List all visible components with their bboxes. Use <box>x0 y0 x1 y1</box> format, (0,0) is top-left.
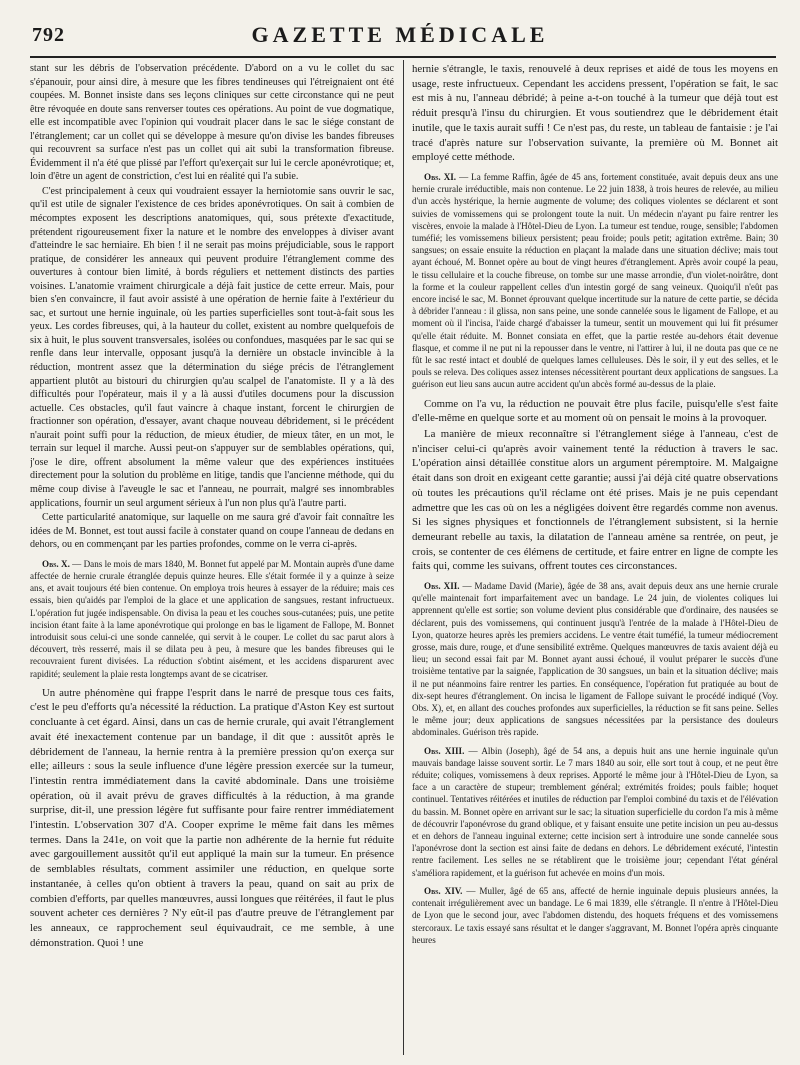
body-paragraph: Cette particularité anatomique, sur laquelle on me saura gré d'avoir fait connaître les idées de M. Bonnet, est tout aussi facile à constater quand on coupe l'anneau de dedans en dehors, ou en commençant par les parties profondes, comme on le verra ci-après. <box>30 512 394 551</box>
observation-text: — Muller, âgé de 65 ans, affecté de hernie inguinale depuis plusieurs années, la contenait irrégulièrement avec un bandage. Le 6 mai 1839, elle s'étrangle. Il n'entre à l'Hôtel-Dieu de Lyon que le second jour, avec l'abdomen distendu, des hoquets fréquens et des vomissemens stercoraux. Le taxis essayé sans résultat et le danger s'aggravant, M. Bonnet l'opéra après cinquante heures <box>412 885 778 945</box>
body-paragraph: Un autre phénomène qui frappe l'esprit dans le narré de presque tous ces faits, c'est le peu d'efforts qu'a nécessité la réduction. La pratique d'Aston Key est surtout concluante à cet égard. Ainsi, dans un cas de hernie crurale, qui avait l'étranglement avait été inexactement contenue par un bandage, il dit que : aussitôt après le débridement de l'anneau, la hernie rentra à la première pression qu'on exerça sur elle; ailleurs : sous la seule influence d'une légère pression exercée sur la tumeur, l'intestin rentra immédiatement dans la cavité abdominale. Dans une troisième opération, où il avait prévu de graves difficultés à la réduction, à ma grande surprise, dit-il, une pression légère fut suffisante pour faire rentrer immédiatement l'intestin. L'observation 307 d'A. Cooper exprime le même fait dans les mêmes termes. Dans la 241e, on voit que la partie non adhérente de la hernie fut réduite avec gargouillement aussitôt qu'il eut appliqué la main sur la tumeur. En présence de semblables résultats, comment assimiler une réduction, en quelque sorte instantanée, à celles qu'on obtient à travers la peau, quand on sait au prix de combien d'efforts, par quelles manœuvres, aussi longues que réitérées, il faut le plus souvent acheter ces dernières ? N'y eût-il pas d'autre preuve de l'étranglement par les anneaux, ce rapprochement seul équivaudrait, ce me semble, à une démonstration. Quoi ! une <box>30 686 394 949</box>
observation-label: Obs. XII. <box>424 581 460 592</box>
body-paragraph: La manière de mieux reconnaître si l'étranglement siége à l'anneau, c'est de n'inciser celui-ci qu'après avoir vainement tenté la réduction à travers le sac. L'opération ainsi détaillée constitue alors un argument péremptoire. M. Malgaigne était dans son droit en exigeant cette garantie; aussi j'ai déjà cité quatre observations où toutes les précautions qu'il réclame ont été prises. Mais je ne puis cependant admettre que les cas où on les a négligées doivent être regardés comme non avenus. Si les signes physiques et fonctionnels de l'étranglement subsistent, si la hernie demeurant rebelle au taxis, la dilatation de l'anneau amène sa rentrée, on peut, je crois, se contenter de ces élémens de certitude, et faire entrer en ligne de compte les faits qui, comme les suivans, offrent toutes ces circonstances. <box>412 427 778 573</box>
header-rule <box>30 56 776 58</box>
observation-paragraph <box>412 745 778 879</box>
observation-paragraph <box>412 171 778 391</box>
body-paragraph: hernie s'étrangle, le taxis, renouvelé à deux reprises et aidé de tous les moyens en usage, reste infructueux. Cependant les accidens pressent, l'opération se fait, le sac est mis à nu, l'anneau débridé; à peine a-t-on touché à la tumeur que déjà tout est réduit presqu'à l'insu du chirurgien. Et vous soutiendrez que le débridement était inutile, que le taxis aurait suffi ! Ce n'est pas, du reste, un tableau de fantaisie : je l'ai tracé d'après nature sur l'observation suivante, la première où M. Bonnet ait employé cette méthode. <box>412 63 778 164</box>
observation-label: Obs. X. <box>42 558 70 569</box>
observation-text: — Albin (Joseph), âgé de 54 ans, a depuis huit ans une hernie inguinale qu'un mauvais bandage laisse souvent sortir. Le 7 mars 1840 au soir, elle sort tout à coup, et ne peut être réduite; coliques, vomissemens à deux reprises. Apporté le même jour à l'Hôtel-Dieu de Lyon, sa face a un caractère de stupeur; tremblement général; extrémités froides; pouls faible; hoquet continuel. Tentatives réitérées et inutiles de réduction par l'emploi combiné du taxis et de l'élévation du bassin. M. Bonnet opère en arrivant sur le sac; la situation superficielle du cordon l'a mis à même de découvrir l'aponévrose du grand oblique, et y faisant ensuite une petite incision un peu au-dessus et en dehors de l'anneau inguinal externe; cette incision sert à introduire une sonde cannelée sous l'aponévrose dont la section est ainsi faite de dedans en dehors. Le débridement exécuté, l'intestin rentre facilement. Les selles ne se rétablirent que le troisième jour; cependant l'état général s'améliora rapidement, et la guérison fut achevée en moins d'un mois. <box>412 745 778 878</box>
observation-label: Obs. XIII. <box>424 745 465 756</box>
body-paragraph: stant sur les débris de l'observation précédente. D'abord on a vu le collet du sac s'épanouir, pour ainsi dire, à mesure que les fibres tendineuses qui l'étreignaient ont été coupées. M. Bonnet insiste dans ses leçons cliniques sur cette circonstance qui ne peut être révoquée en doute sans renverser toutes ces opérations. Au point de vue dogmatique, elle est incompatible avec l'opinion qui voudrait placer dans le sac le siége constant de l'étranglement; car un collet qui se développe à mesure qu'on divise les bandes fibreuses qui recouvrent sa surface n'est pas un collet qui ait subi la transformation fibreuse. Évidemment il n'a été que plissé par l'effort qu'exerçait sur lui le cercle aponévrotique; et, loin d'être un agent de constriction, c'est lui en réalité qui l'a subie. <box>30 63 394 183</box>
journal-title: GAZETTE MÉDICALE <box>251 22 549 47</box>
right-column <box>412 62 778 1057</box>
observation-paragraph <box>30 558 394 680</box>
body-paragraph: C'est principalement à ceux qui voudraient essayer la herniotomie sans ouvrir le sac, qu'il est utile de signaler l'existence de ces brides aponévrotiques. On sait à combien de mécomptes exposent les descriptions anatomiques, qui, sous prétexte d'exactitude, prétendent rigoureusement fixer la nature et le nombre des enveloppes à diviser avant d'atteindre le sac herniaire. Eh bien ! il ne serait pas moins préjudiciable, sous le rapport pratique, de considérer les anneaux qui peuvent produire l'étranglement comme des ouvertures à contour bien limité, à bords réguliers et nettement distincts des parties voisines. L'anatomie vraiment chirurgicale a déjà fait justice de cette erreur. Mais, pour bien s'en convaincre, il faut avoir assisté à une opération de hernie faite à l'extérieur du sac, et surtout une hernie inguinale, où les parties superficielles sont tout-à-fait sous les yeux. Les cordes fibreuses, qui, à la hauteur du collet, existent au nombre quelquefois de six à huit, le plus souvent transversales, isolées ou confondues, masquées par le sac qui se renfle dans leur intervalle, opposant jusqu'à la dernière un obstacle invincible à la réduction, montrent assez que la détermination du siége précis de l'étranglement appartient plutôt au bistouri du chirurgien qu'au scalpel de l'anatomiste. Il y a là des difficultés pour l'opérateur, mais il y a là aussi d'utiles documens pour la discussion actuelle. Ces obstacles, qu'il faut vaincre à chaque instant, forcent le chirurgien de fractionner son opération, d'essayer, avant chaque nouveau débridement, si le précédent n'aurait point suffi pour la réduction, de mieux étudier, de mieux tâter, en un mot, le terrain sur lequel il marche. Aussi peut-on s'appuyer sur de semblables opérations, qui, j'ose le dire, offrent absolument la même valeur que des expériences instituées directement pour la solution du problème en litige, tandis que l'ancienne méthode, qui du même coup divise à l'aveugle le sac et l'anneau, ne pourrait, malgré ses innombrables applications, fournir un seul argument sérieux à l'un non plus qu'à l'autre parti. <box>30 185 394 509</box>
observation-text: — Madame David (Marie), âgée de 38 ans, avait depuis deux ans une hernie crurale qu'elle maintenait fort imparfaitement avec un bandage. Le 24 juin, de violentes coliques lui apprennent qu'elle est sortie; son volume devient plus considérable que d'ordinaire, des nausées se déclarent, puis des vomissemens, qui continuent jusqu'à l'entrée de la malade à l'Hôtel-Dieu de Lyon, quatorze heures après les premiers accidens. Le ventre était tuméfié, la tumeur médiocrement grosse, mais dure, rouge, et d'une sensibilité extrême. Quelques manœuvres de taxis avaient déjà eu lieu; un second essai fait par M. Bonnet ayant aussi échoué, il voulut préparer le succès d'une troisième tentative par la saignée, l'application de 30 sangsues, un bain et la situation déclive; mais il ne put néanmoins faire rentrer les parties. En conséquence, l'opération fut pratiquée au bout de dix-sept heures d'étranglement. On incisa le ligament de Fallope suivant le procédé indiqué (Voy. Obs. X), et, en allant des couches profondes aux superficielles, la réduction se fit sans peine. Selles le même jour; deux applications de sangsues nécessitées par la persistance des douleurs abdominales. Guérison très rapide. <box>412 581 778 738</box>
page-number: 792 <box>32 24 65 46</box>
observation-paragraph <box>412 885 778 946</box>
observation-paragraph <box>412 580 778 739</box>
observation-label: Obs. XI. <box>424 171 457 182</box>
observation-text: — La femme Raffin, âgée de 45 ans, fortement constituée, avait depuis deux ans une hernie crurale irréductible, mais non contenue. Le 22 juin 1838, à trois heures de relevée, au milieu d'un accès hystérique, la hernie augmente de volume; des coliques violentes se déclarent et sont suivies de vomissemens qui se prolongent toute la nuit. Un médecin n'ayant pu faire rentrer les viscères, envoie la malade à l'Hôtel-Dieu de Lyon. La tumeur est tendue, rouge, sensible; l'abdomen tuméfié; les vomissemens bilieux persistent; peau froide; pouls petit; agitation extrême. Bain; 30 sangsues; on essaie ensuite la réduction en plaçant la malade dans une situation déclive; mais tout ayant échoué, M. Bonnet opère au bout de vingt heures d'étranglement. Après avoir coupé la peau, le tissu cellulaire et la couche fibreuse, on tombe sur une masse arrondie, d'un violet-noirâtre, dont la forme et la couleur rappellent celles d'un intestin gorgé de sang veineux. Quoiqu'il n'eût pas encore incisé le sac, M. Bonnet éprouvant quelque incertitude sur la nature de cette partie, se décida à débrider l'anneau : il glissa, non sans peine, une sonde cannelée sous le ligament de Fallope, et au moment où il l'incisa, l'aide chargé d'abaisser la tumeur, sentit un mouvement qui lui fit présumer qu'elle était réduite. M. Bonnet consiata en effet, que la partie restée au-dehors était devenue flasque, et comme il ne put ni la repousser dans le ventre, ni l'attirer à lui, il ne douta pas que ce ne fût le sac resté intact et doublé de quelques lames celluleuses. Dès le soir, il y eut des selles, et le pouls se releva. Des coliques assez intenses nécessitèrent pourtant deux applications de sangsues. La guérison eut lieu sans aucun autre accident qu'un abcès formé au-dessus de la plaie. <box>412 171 778 390</box>
left-column <box>30 62 394 1057</box>
body-paragraph: Comme on l'a vu, la réduction ne pouvait être plus facile, puisqu'elle s'est faite d'elle-même en quelque sorte et au moment où on pensait le moins à la provoquer. <box>412 397 778 425</box>
observation-label: Obs. XIV. <box>424 885 463 896</box>
page-header <box>26 16 774 56</box>
observation-text: — Dans le mois de mars 1840, M. Bonnet fut appelé par M. Montain auprès d'une dame affectée de hernie crurale étranglée depuis quinze heures. Elle s'était formée il y a quinze à seize ans, et avait toujours été bien contenue. On employa trois heures à essayer de la réduire; mais ces essais, bien qu'aidés par l'emploi de la glace et une application de sangsues, restant infructueux. L'opération fut jugée indispensable. On divisa la peau et les couches sous-cutanées; puis, une petite incision étant faite à la lame aponévrotique qui prolonge en bas le ligament de Fallope, M. Bonnet introduisit sous celui-ci une sonde cannelée, qui servit à le couper. Le collet du sac parut alors à découvert, très resserré, mais il se dilata peu à peu, à mesure que les bandes fibreuses qui le recouvraient furent divisées. La réduction s'obtint aisément, et les accidens disparurent avec rapidité; seulement la plaie resta longtemps avant de se cicatriser. <box>30 558 394 679</box>
column-divider <box>403 60 404 1055</box>
